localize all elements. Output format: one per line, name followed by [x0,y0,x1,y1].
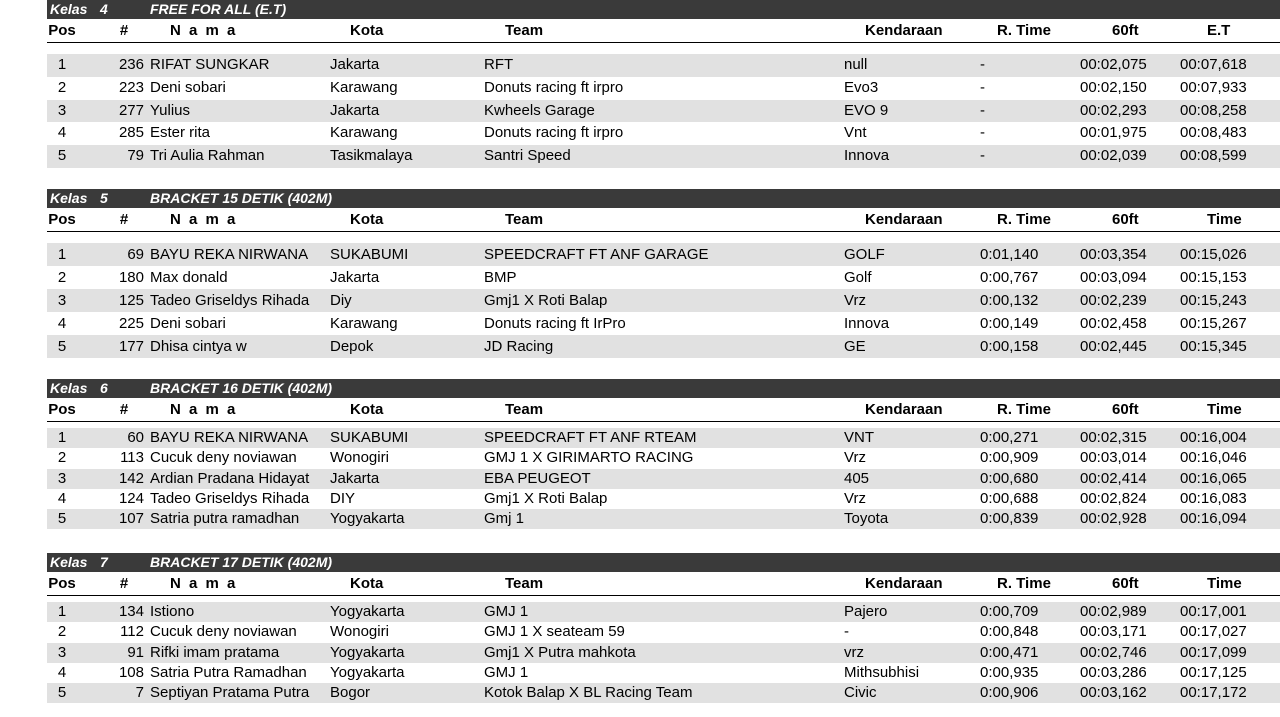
driver-name-cell: Satria Putra Ramadhan [150,663,307,681]
sixty-ft-cell: 00:03,286 [1080,663,1147,681]
pos-header: Pos [48,401,76,418]
reaction-time-cell: 0:00,839 [980,510,1039,528]
position-cell: 3 [57,292,67,309]
vehicle-cell: Mithsubhisi [844,663,920,681]
team-cell: Kotok Balap X BL Racing Team [484,684,693,702]
car-number-cell: 108 [118,663,144,681]
results-rows [47,428,1280,529]
position-cell: 2 [57,623,67,641]
elapsed-time-cell: 00:15,345 [1180,338,1247,355]
sixty-ft-cell: 00:01,975 [1080,124,1147,142]
table-row [47,602,1280,622]
elapsed-time-cell: 00:08,258 [1180,101,1247,119]
vehicle-header: Kendaraan [865,401,943,418]
time-header: Time [1207,401,1242,418]
team-cell: SPEEDCRAFT FT ANF RTEAM [484,429,697,446]
reaction-time-cell: - [980,147,985,164]
team-cell: GMJ 1 X GIRIMARTO RACING [484,449,694,467]
team-cell: Gmj1 X Putra mahkota [484,643,636,661]
elapsed-time-cell: 00:15,243 [1180,292,1247,309]
driver-name-cell: Tri Aulia Rahman [150,147,265,164]
time-header: Time [1207,211,1242,228]
table-row [47,100,1280,123]
elapsed-time-cell: 00:08,483 [1180,124,1247,142]
table-row [47,509,1280,529]
sixty-ft-cell: 00:02,039 [1080,147,1147,164]
car-number-cell: 7 [135,684,144,702]
reaction-time-header: R. Time [997,22,1051,39]
table-row [47,266,1280,289]
car-number-cell: 60 [127,429,144,446]
driver-name-cell: Istiono [150,603,195,620]
position-cell: 3 [57,101,67,119]
car-number-cell: 112 [120,623,144,641]
pos-header: Pos [48,22,76,39]
sixty-ft-cell: 00:02,293 [1080,101,1147,119]
position-cell: 2 [57,449,67,467]
driver-name-cell: Septiyan Pratama Putra [150,684,310,702]
vehicle-cell: Pajero [844,603,888,620]
vehicle-cell: 405 [844,469,870,487]
city-header: Kota [350,22,384,39]
driver-name-cell: Ester rita [150,124,211,142]
city-cell: Yogyakarta [330,643,405,661]
pos-header: Pos [48,575,76,592]
position-cell: 4 [57,663,67,681]
table-row [47,448,1280,468]
position-cell: 3 [57,643,67,661]
car-number-cell: 91 [127,643,144,661]
reaction-time-header: R. Time [997,211,1051,228]
reaction-time-cell: - [980,78,985,96]
team-cell: RFT [484,56,514,73]
position-cell: 5 [57,684,67,702]
sixty-ft-cell: 00:02,824 [1080,489,1147,507]
sixty-ft-cell: 00:02,315 [1080,429,1147,446]
time-header: Time [1207,575,1242,592]
car-number-cell: 236 [118,56,144,73]
reaction-time-cell: 0:00,158 [980,338,1039,355]
team-cell: GMJ 1 [484,663,529,681]
reaction-time-cell: 0:00,709 [980,603,1039,620]
results-rows [47,243,1280,358]
table-row [47,643,1280,663]
reaction-time-cell: 0:00,909 [980,449,1039,467]
class-title-bar [47,553,1280,572]
driver-name-cell: Ardian Pradana Hidayat [150,469,310,487]
elapsed-time-cell: 00:16,046 [1180,449,1247,467]
table-row [47,289,1280,312]
vehicle-header: Kendaraan [865,211,943,228]
elapsed-time-cell: 00:16,083 [1180,489,1247,507]
class-section [47,189,1280,362]
city-cell: Diy [330,292,352,309]
vehicle-cell: GE [844,338,866,355]
driver-name-cell: Yulius [150,101,191,119]
vehicle-cell: Golf [844,269,872,286]
vehicle-cell: Innova [844,147,890,164]
car-number-cell: 285 [118,124,144,142]
name-header: N a m a [170,575,238,592]
position-cell: 3 [57,469,67,487]
elapsed-time-cell: 00:16,065 [1180,469,1247,487]
elapsed-time-cell: 00:15,267 [1180,315,1247,332]
elapsed-time-cell: 00:17,172 [1180,684,1247,702]
reaction-time-cell: 0:00,271 [980,429,1039,446]
elapsed-time-cell: 00:17,125 [1180,663,1247,681]
reaction-time-header: R. Time [997,575,1051,592]
driver-name-cell: Satria putra ramadhan [150,510,300,528]
results-rows [47,54,1280,168]
pos-header: Pos [48,211,76,228]
table-row [47,683,1280,703]
car-number-cell: 134 [118,603,144,620]
position-cell: 2 [57,269,67,286]
class-section [47,553,1280,708]
team-cell: GMJ 1 [484,603,529,620]
car-number-cell: 125 [118,292,144,309]
class-label: Kelas [50,380,88,396]
city-header: Kota [350,401,384,418]
reaction-time-cell: 0:00,767 [980,269,1039,286]
team-cell: SPEEDCRAFT FT ANF GARAGE [484,246,709,263]
sixty-ft-cell: 00:02,928 [1080,510,1147,528]
table-header [47,209,1280,232]
class-title-bar [47,189,1280,208]
vehicle-cell: vrz [844,643,864,661]
table-row [47,663,1280,683]
driver-name-cell: Tadeo Griseldys Rihada [150,489,310,507]
reaction-time-cell: 0:00,848 [980,623,1039,641]
team-cell: EBA PEUGEOT [484,469,591,487]
city-cell: Yogyakarta [330,663,405,681]
team-cell: BMP [484,269,517,286]
table-row [47,122,1280,145]
class-section [47,379,1280,534]
class-title-bar [47,379,1280,398]
vehicle-cell: Evo3 [844,78,879,96]
city-cell: Jakarta [330,469,380,487]
table-row [47,54,1280,77]
team-cell: Kwheels Garage [484,101,595,119]
class-label: Kelas [50,554,88,570]
reaction-time-cell: 0:00,132 [980,292,1039,309]
team-header: Team [505,22,544,39]
sixty-ft-cell: 00:03,014 [1080,449,1147,467]
car-number-cell: 277 [118,101,144,119]
city-cell: Jakarta [330,56,380,73]
vehicle-cell: Vrz [844,449,866,467]
team-cell: Gmj1 X Roti Balap [484,489,608,507]
sixty-ft-cell: 00:03,354 [1080,246,1147,263]
driver-name-cell: Rifki imam pratama [150,643,280,661]
car-number-cell: 142 [118,469,144,487]
sixty-ft-cell: 00:02,746 [1080,643,1147,661]
city-cell: Depok [330,338,374,355]
city-cell: Wonogiri [330,449,389,467]
table-header [47,573,1280,596]
position-cell: 5 [57,510,67,528]
table-row [47,243,1280,266]
position-cell: 1 [57,603,67,620]
sixty-ft-header: 60ft [1112,22,1139,39]
sixty-ft-cell: 00:02,239 [1080,292,1147,309]
vehicle-cell: EVO 9 [844,101,889,119]
table-row [47,77,1280,100]
sixty-ft-cell: 00:02,150 [1080,78,1147,96]
city-cell: Jakarta [330,269,380,286]
city-cell: Karawang [330,124,398,142]
reaction-time-cell: 0:00,471 [980,643,1039,661]
team-cell: GMJ 1 X seateam 59 [484,623,625,641]
car-number-cell: 113 [120,449,144,467]
city-cell: Bogor [330,684,371,702]
sixty-ft-header: 60ft [1112,401,1139,418]
team-cell: Donuts racing ft IrPro [484,315,626,332]
sixty-ft-cell: 00:03,171 [1080,623,1147,641]
name-header: N a m a [170,401,238,418]
elapsed-time-cell: 00:08,599 [1180,147,1247,164]
vehicle-cell: null [844,56,868,73]
team-cell: Santri Speed [484,147,571,164]
elapsed-time-cell: 00:17,001 [1180,603,1247,620]
city-cell: SUKABUMI [330,246,409,263]
driver-name-cell: Tadeo Griseldys Rihada [150,292,310,309]
reaction-time-header: R. Time [997,401,1051,418]
reaction-time-cell: 0:00,688 [980,489,1039,507]
table-header [47,20,1280,43]
driver-name-cell: Cucuk deny noviawan [150,449,297,467]
reaction-time-cell: 0:00,935 [980,663,1039,681]
table-row [47,335,1280,358]
city-header: Kota [350,575,384,592]
city-cell: Jakarta [330,101,380,119]
class-title: BRACKET 15 DETIK (402M) [150,190,333,206]
table-header [47,399,1280,422]
sixty-ft-cell: 00:02,414 [1080,469,1147,487]
results-rows [47,602,1280,703]
vehicle-cell: - [844,623,849,641]
reaction-time-cell: 0:00,149 [980,315,1039,332]
city-cell: Wonogiri [330,623,389,641]
vehicle-cell: VNT [844,429,874,446]
city-cell: Karawang [330,315,398,332]
position-cell: 4 [57,489,67,507]
car-number-cell: 107 [118,510,144,528]
position-cell: 2 [57,78,67,96]
class-number: 6 [100,380,108,396]
sixty-ft-cell: 00:02,445 [1080,338,1147,355]
city-cell: DIY [330,489,356,507]
elapsed-time-cell: 00:17,099 [1180,643,1247,661]
car-number-cell: 180 [118,269,144,286]
driver-name-cell: Max donald [150,269,228,286]
class-number: 7 [100,554,108,570]
reaction-time-cell: - [980,124,985,142]
driver-name-cell: Deni sobari [150,315,226,332]
team-cell: JD Racing [484,338,554,355]
elapsed-time-cell: 00:15,026 [1180,246,1247,263]
position-cell: 1 [57,246,67,263]
table-row [47,145,1280,168]
table-row [47,312,1280,335]
team-header: Team [505,401,544,418]
table-row [47,469,1280,489]
class-title: BRACKET 17 DETIK (402M) [150,554,333,570]
table-row [47,489,1280,509]
car-number-cell: 79 [127,147,144,164]
vehicle-cell: Vrz [844,489,866,507]
vehicle-cell: Innova [844,315,890,332]
class-title: BRACKET 16 DETIK (402M) [150,380,333,396]
driver-name-cell: RIFAT SUNGKAR [150,56,270,73]
driver-name-cell: Deni sobari [150,78,226,96]
vehicle-header: Kendaraan [865,575,943,592]
position-cell: 5 [57,338,67,355]
team-header: Team [505,575,544,592]
reaction-time-cell: - [980,56,985,73]
sixty-ft-cell: 00:02,075 [1080,56,1147,73]
position-cell: 4 [57,315,67,332]
team-cell: Donuts racing ft irpro [484,124,624,142]
reaction-time-cell: 0:01,140 [980,246,1039,263]
sixty-ft-cell: 00:02,458 [1080,315,1147,332]
car-number-cell: 177 [118,338,144,355]
city-cell: Yogyakarta [330,510,405,528]
table-row [47,622,1280,642]
elapsed-time-cell: 00:07,933 [1180,78,1247,96]
team-cell: Donuts racing ft irpro [484,78,624,96]
driver-name-cell: BAYU REKA NIRWANA [150,429,309,446]
class-label: Kelas [50,190,88,206]
city-header: Kota [350,211,384,228]
position-cell: 5 [57,147,67,164]
car-number-cell: 223 [118,78,144,96]
number-header: # [119,22,129,39]
team-cell: Gmj 1 [484,510,525,528]
position-cell: 1 [57,429,67,446]
class-title-bar [47,0,1280,19]
car-number-cell: 124 [118,489,144,507]
car-number-cell: 225 [118,315,144,332]
team-cell: Gmj1 X Roti Balap [484,292,608,309]
reaction-time-cell: 0:00,680 [980,469,1039,487]
reaction-time-cell: 0:00,906 [980,684,1039,702]
sixty-ft-cell: 00:03,162 [1080,684,1147,702]
class-label: Kelas [50,1,88,17]
car-number-cell: 69 [127,246,144,263]
sixty-ft-cell: 00:02,989 [1080,603,1147,620]
name-header: N a m a [170,22,238,39]
number-header: # [119,211,129,228]
vehicle-cell: Vnt [844,124,867,142]
driver-name-cell: Dhisa cintya w [150,338,247,355]
elapsed-time-cell: 00:17,027 [1180,623,1247,641]
elapsed-time-cell: 00:16,094 [1180,510,1247,528]
name-header: N a m a [170,211,238,228]
class-title: FREE FOR ALL (E.T) [150,1,287,17]
sixty-ft-header: 60ft [1112,211,1139,228]
vehicle-cell: Civic [844,684,877,702]
city-cell: SUKABUMI [330,429,409,446]
time-header: E.T [1207,22,1231,39]
number-header: # [119,401,129,418]
position-cell: 1 [57,56,67,73]
table-row [47,428,1280,448]
vehicle-cell: Vrz [844,292,866,309]
driver-name-cell: Cucuk deny noviawan [150,623,297,641]
sixty-ft-cell: 00:03,094 [1080,269,1147,286]
vehicle-header: Kendaraan [865,22,943,39]
driver-name-cell: BAYU REKA NIRWANA [150,246,309,263]
class-section [47,0,1280,172]
city-cell: Karawang [330,78,398,96]
elapsed-time-cell: 00:15,153 [1180,269,1247,286]
reaction-time-cell: - [980,101,985,119]
class-number: 5 [100,190,108,206]
vehicle-cell: GOLF [844,246,885,263]
position-cell: 4 [57,124,67,142]
city-cell: Tasikmalaya [330,147,413,164]
class-number: 4 [100,1,108,17]
vehicle-cell: Toyota [844,510,889,528]
elapsed-time-cell: 00:07,618 [1180,56,1247,73]
sixty-ft-header: 60ft [1112,575,1139,592]
team-header: Team [505,211,544,228]
city-cell: Yogyakarta [330,603,405,620]
number-header: # [119,575,129,592]
elapsed-time-cell: 00:16,004 [1180,429,1247,446]
